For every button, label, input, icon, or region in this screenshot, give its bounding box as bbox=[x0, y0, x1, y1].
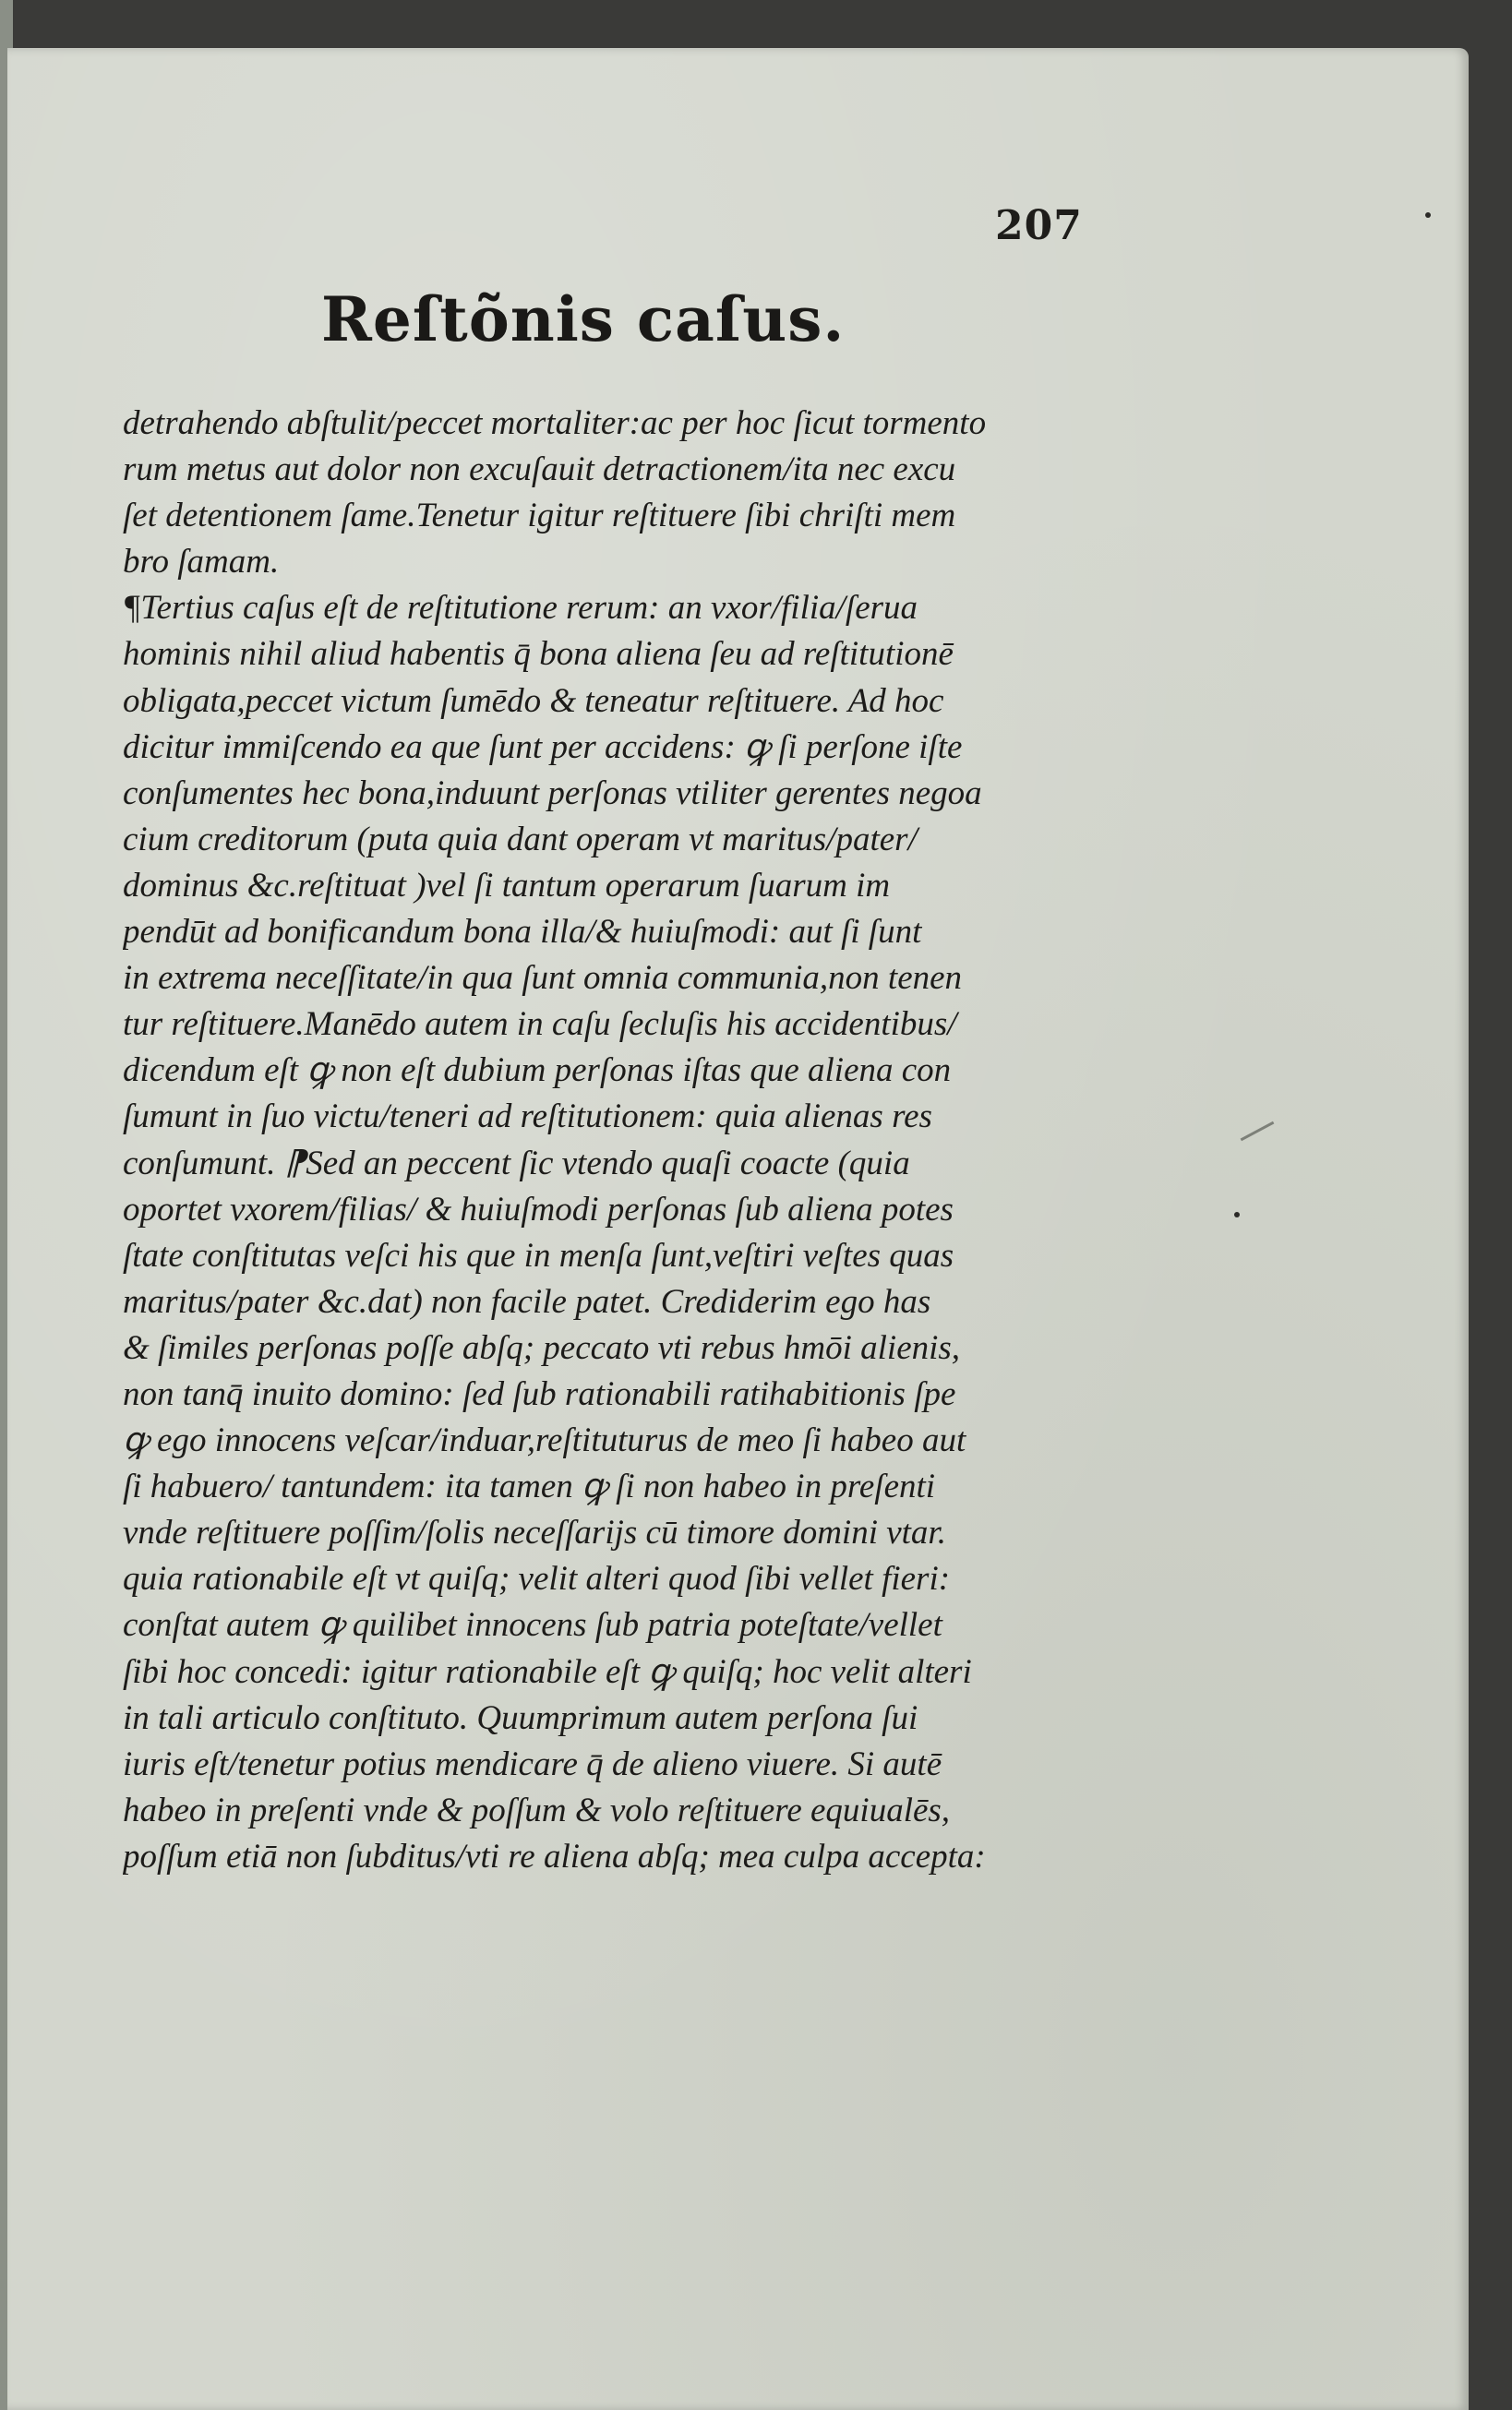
text-line: tur reſtituere.Manēdo autem in caſu ſecluſis his accidentibus/ bbox=[123, 1005, 957, 1044]
text-line: iuris eſt/tenetur potius mendicare q̄ de alieno viuere. Si autē bbox=[123, 1745, 942, 1783]
text-line: quia rationabile eſt vt quiſq; velit alteri quod ſibi vellet fieri: bbox=[123, 1560, 951, 1599]
text-line: ſet detentionem ſame.Tenetur igitur reſtituere ſibi chriſti mem bbox=[123, 497, 956, 535]
text-line: maritus/pater &c.dat) non facile patet. Crediderim ego has bbox=[123, 1282, 931, 1321]
text-line: oportet vxorem/filias/ & huiuſmodi perſonas ſub aliena potes bbox=[123, 1190, 954, 1229]
text-line: rum metus aut dolor non excuſauit detractionem/ita nec excu bbox=[123, 450, 956, 489]
text-line: ſibi hoc concedi: igitur rationabile eſt ꝙ quiſq; hoc velit alteri bbox=[123, 1652, 972, 1691]
text-line: obligata,peccet victum ſumēdo & teneatur reſtituere. Ad hoc bbox=[123, 681, 944, 720]
ink-speck bbox=[1234, 1212, 1240, 1217]
text-line: vnde reſtituere poſſim/ſolis neceſſarijs cū timore domini vtar. bbox=[123, 1514, 946, 1553]
running-head: Reſtõnis caſus. bbox=[321, 283, 846, 355]
text-line: poſſum etiā non ſubditus/vti re aliena abſq; mea culpa accepta: bbox=[123, 1837, 986, 1876]
text-line: pendūt ad bonificandum bona illa/& huiuſmodi: aut ſi ſunt bbox=[123, 913, 922, 952]
text-line: conſumentes hec bona,induunt perſonas vtiliter gerentes negoa bbox=[123, 773, 982, 812]
text-line: cium creditorum (puta quia dant operam vt maritus/pater/ bbox=[123, 820, 918, 858]
body-text bbox=[123, 401, 1092, 1880]
text-line: in tali articulo conſtituto. Quumprimum autem perſona ſui bbox=[123, 1698, 918, 1737]
text-line: & ſimiles perſonas poſſe abſq; peccato vti rebus hmōi alienis, bbox=[123, 1328, 961, 1367]
text-line: non tanq̄ inuito domino: ſed ſub rationabili ratihabitionis ſpe bbox=[123, 1374, 956, 1413]
text-line: ꝙ ego innocens veſcar/induar,reſtituturus de meo ſi habeo aut bbox=[123, 1421, 966, 1460]
text-line: in extrema neceſſitate/in qua ſunt omnia communia,non tenen bbox=[123, 959, 963, 998]
text-line: ſtate conſtitutas veſci his que in menſa ſunt,veſtiri veſtes quas bbox=[123, 1236, 954, 1275]
margin-ink-mark bbox=[1241, 1121, 1275, 1141]
text-line: dicendum eſt ꝙ non eſt dubium perſonas iſtas que aliena con bbox=[123, 1051, 952, 1090]
ink-speck bbox=[1425, 212, 1431, 218]
text-line: habeo in preſenti vnde & poſſum & volo reſtituere equiualēs, bbox=[123, 1791, 951, 1829]
text-line: conſumunt. ⁋Sed an peccent ſic vtendo quaſi coacte (quia bbox=[123, 1144, 910, 1182]
text-line: ſumunt in ſuo victu/teneri ad reſtitutionem: quia alienas res bbox=[123, 1097, 932, 1136]
text-line: dominus &c.reſtituat )vel ſi tantum operarum ſuarum im bbox=[123, 866, 891, 905]
text-line: dicitur immiſcendo ea que ſunt per accidens: ꝙ ſi perſone iſte bbox=[123, 727, 963, 766]
text-line: hominis nihil aliud habentis q̄ bona aliena ſeu ad reſtitutionē bbox=[123, 635, 954, 674]
text-line: ¶Tertius caſus eſt de reſtitutione rerum: an vxor/filia/ſerua bbox=[123, 589, 918, 628]
text-line: conſtat autem ꝙ quilibet innocens ſub patria poteſtate/vellet bbox=[123, 1606, 942, 1645]
text-line: detrahendo abſtulit/peccet mortaliter:ac per hoc ſicut tormento bbox=[123, 404, 987, 442]
text-line: ſi habuero/ tantundem: ita tamen ꝙ ſi non habeo in preſenti bbox=[123, 1468, 936, 1506]
book-page bbox=[7, 48, 1469, 2410]
text-line: bro ſamam. bbox=[123, 543, 280, 582]
page-number: 207 bbox=[995, 202, 1083, 249]
